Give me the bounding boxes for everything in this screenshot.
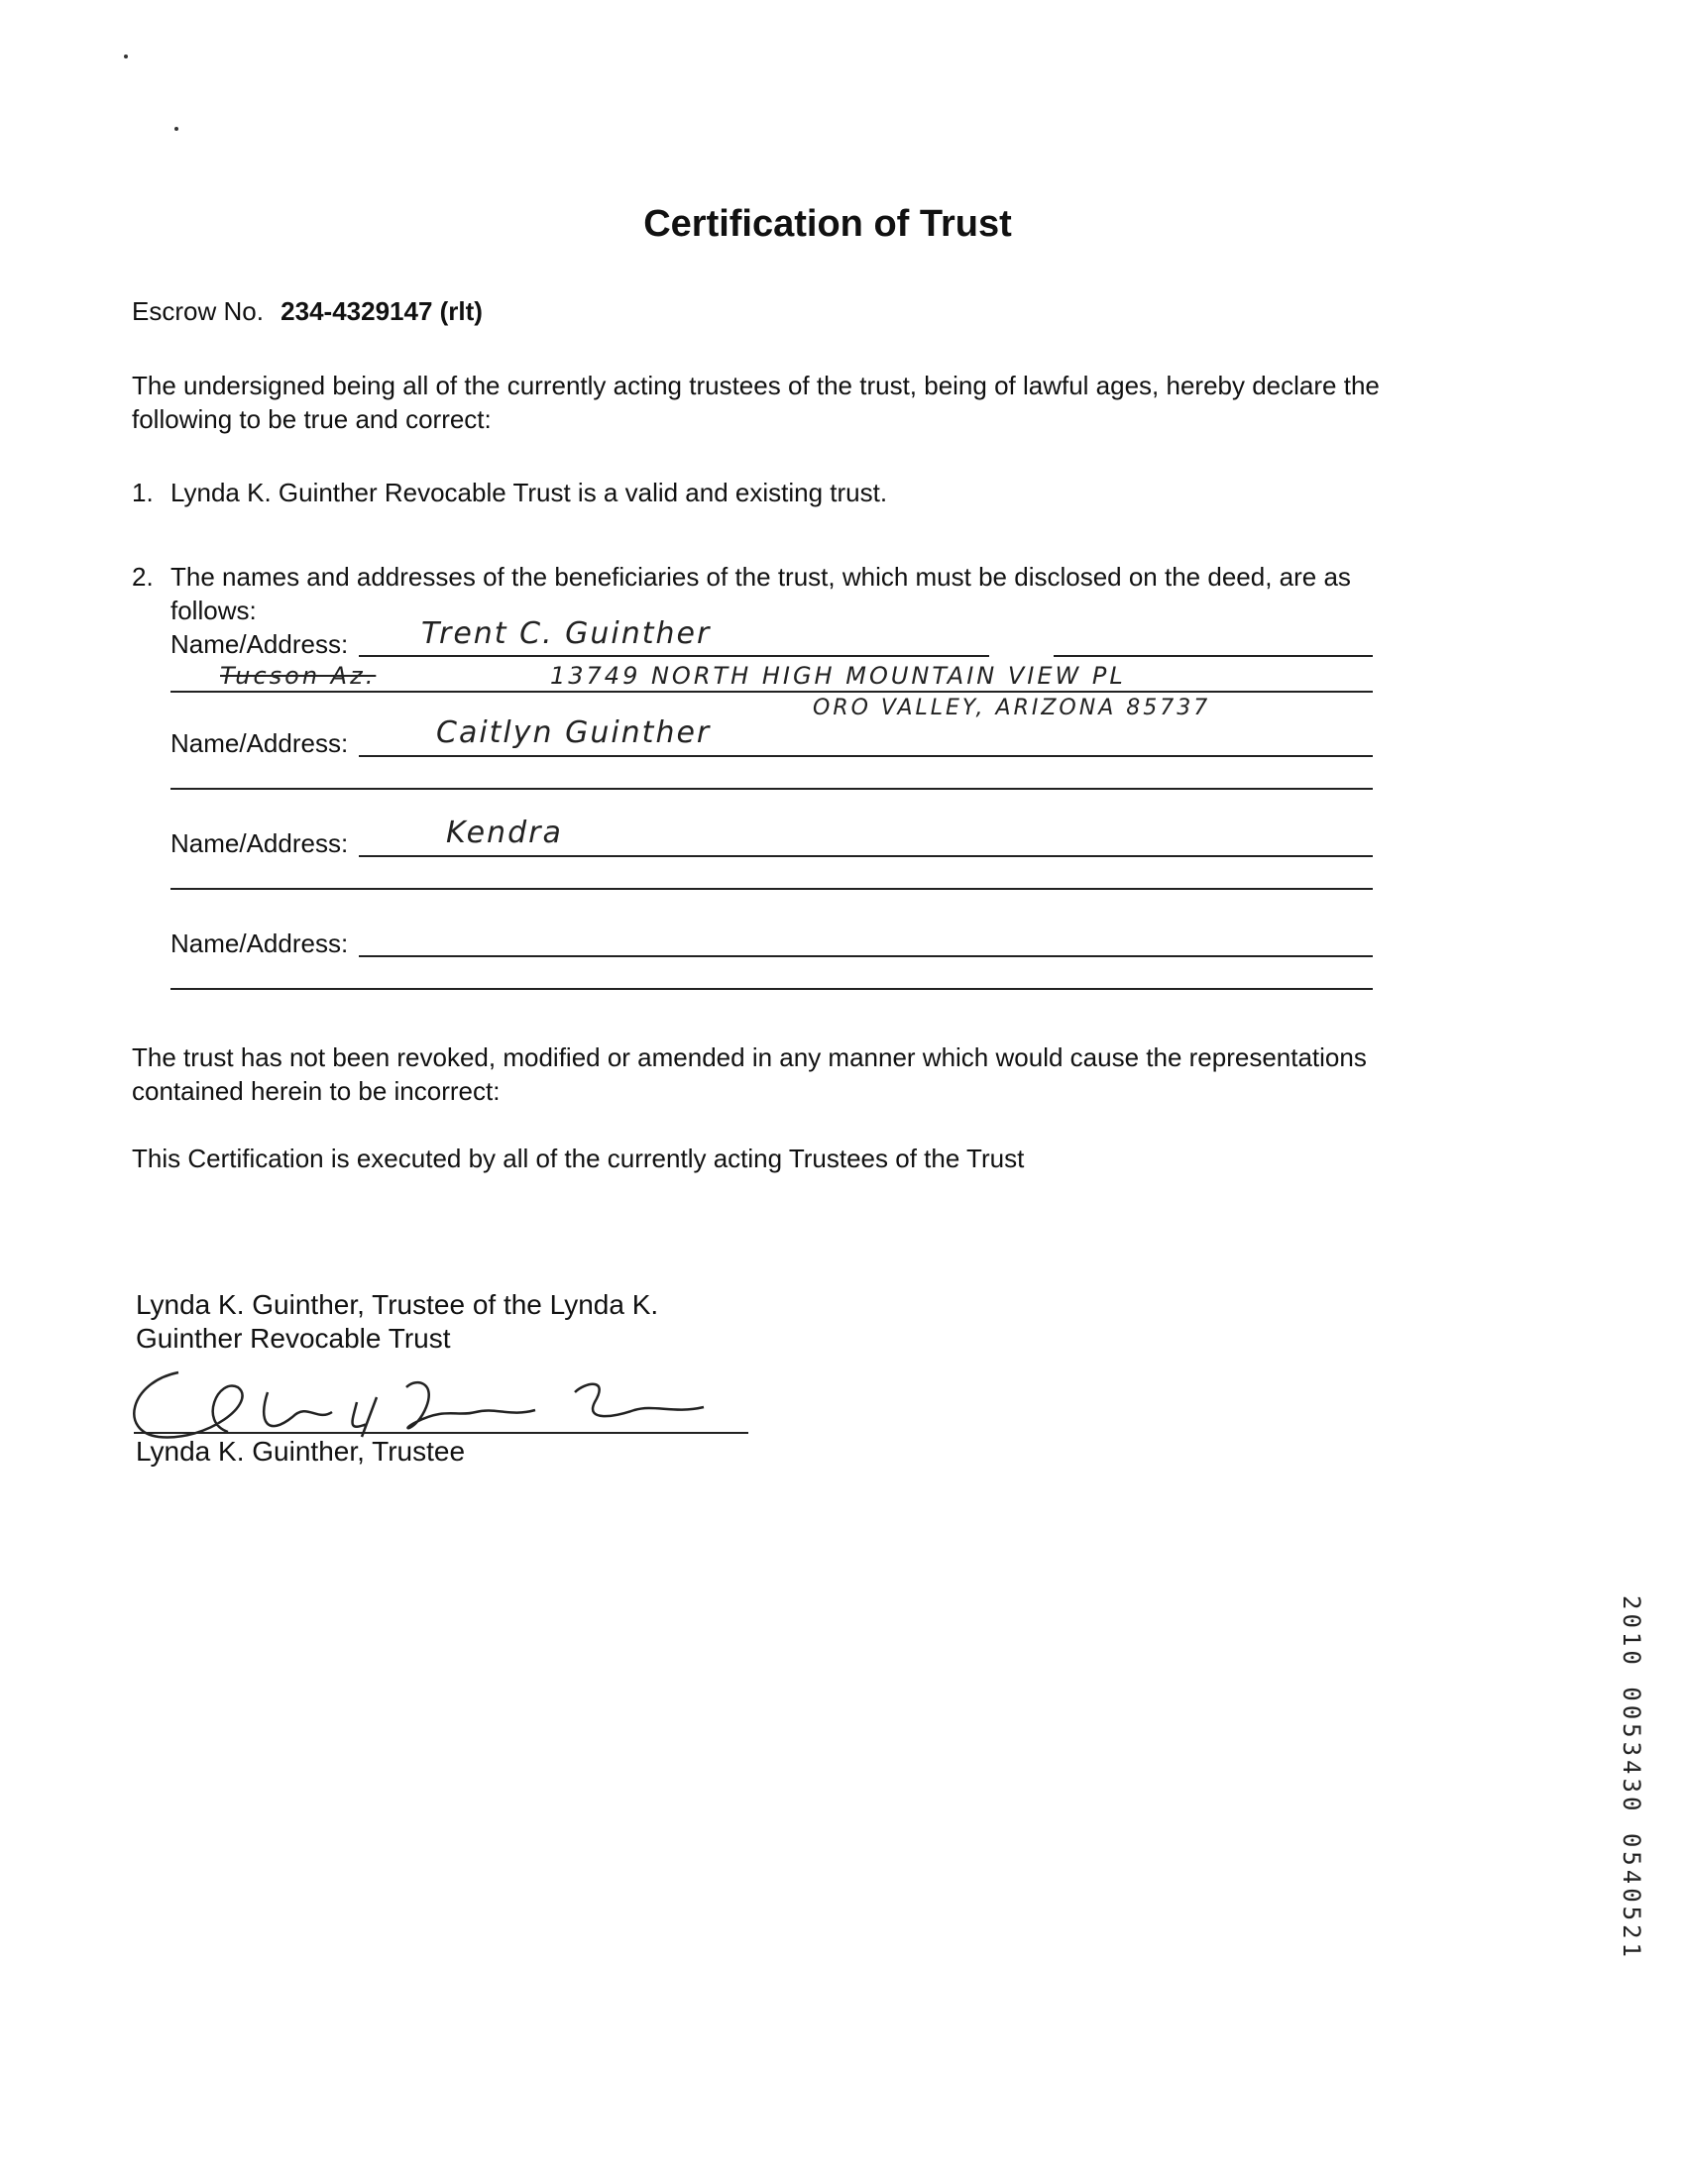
beneficiary-1-address-struck: Tucson Az.	[220, 662, 377, 690]
beneficiary-3-name: Kendra	[446, 816, 563, 850]
beneficiary-3-address-line	[170, 888, 1373, 890]
beneficiary-1-label: Name/Address:	[170, 629, 349, 659]
escrow-number: 234-4329147 (rlt)	[280, 296, 483, 326]
intro-line-2: following to be true and correct:	[132, 404, 492, 434]
document-title: Certification of Trust	[643, 203, 1012, 245]
trustee-block-line-1: Lynda K. Guinther, Trustee of the Lynda K.	[136, 1289, 659, 1320]
beneficiary-4-address-line	[170, 988, 1373, 990]
beneficiary-1-address: 13749 NORTH HIGH MOUNTAIN VIEW PL	[550, 662, 1126, 690]
item-2-text-line-1: The names and addresses of the beneficiaries of the trust, which must be disclosed on the deed, are as	[170, 562, 1351, 592]
item-1-text: Lynda K. Guinther Revocable Trust is a valid and existing trust.	[170, 478, 888, 507]
beneficiary-1-name-line-2	[1054, 655, 1373, 657]
trustee-block-line-2: Guinther Revocable Trust	[136, 1323, 451, 1354]
beneficiary-1-name-line	[359, 655, 989, 657]
escrow-label: Escrow No.	[132, 296, 264, 326]
beneficiary-1-name: Trent C. Guinther	[421, 616, 712, 651]
beneficiary-1-address-line	[170, 691, 1373, 693]
beneficiary-4-name-line	[359, 955, 1373, 957]
revoked-line-1: The trust has not been revoked, modified or amended in any manner which would cause the representations	[132, 1042, 1367, 1072]
beneficiary-2-name: Caitlyn Guinther	[436, 715, 712, 750]
signature-line	[134, 1432, 748, 1434]
side-stamp-number: 2010 0053430 0540521	[1618, 1595, 1645, 1961]
item-2-number: 2.	[132, 562, 154, 592]
beneficiary-2-name-line	[359, 755, 1373, 757]
revoked-line-2: contained herein to be incorrect:	[132, 1076, 501, 1106]
beneficiary-3-name-line	[359, 855, 1373, 857]
beneficiary-3-label: Name/Address:	[170, 828, 349, 858]
beneficiary-2-address-line	[170, 788, 1373, 790]
signer-caption: Lynda K. Guinther, Trustee	[136, 1436, 466, 1467]
escrow-line	[132, 294, 483, 328]
beneficiary-2-label: Name/Address:	[170, 728, 349, 758]
beneficiary-1-address-line-2: ORO VALLEY, ARIZONA 85737	[813, 696, 1211, 720]
scan-speck	[174, 127, 178, 131]
item-2-text-line-2: follows:	[170, 596, 257, 625]
executed-statement: This Certification is executed by all of the currently acting Trustees of the Trust	[132, 1144, 1025, 1173]
intro-line-1: The undersigned being all of the currently acting trustees of the trust, being of lawful ages, hereby declare the	[132, 371, 1380, 400]
beneficiary-4-label: Name/Address:	[170, 928, 349, 958]
item-1-number: 1.	[132, 478, 154, 507]
scan-speck	[124, 55, 128, 58]
